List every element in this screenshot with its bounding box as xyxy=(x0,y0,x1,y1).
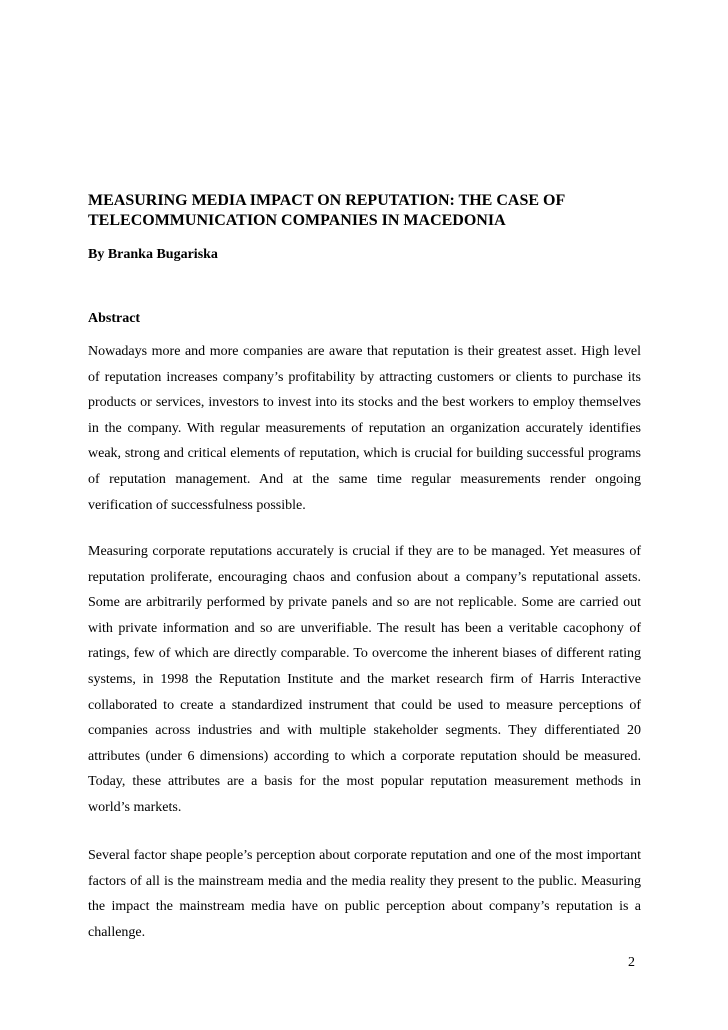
author-byline: By Branka Bugariska xyxy=(88,247,218,262)
abstract-paragraph-2: Measuring corporate reputations accurately is crucial if they are to be managed. Yet measures of reputation proliferate, encouraging chaos and confusion about a company’s reputational assets. Some are arbitrarily performed by private panels and so are not replicable. Some are carried out with private information and so are unverifiable. The result has been a veritable cacophony of ratings, few of which are directly comparable. To overcome the inherent biases of different rating systems, in 1998 the Reputation Institute and the market research firm of Harris Interactive collaborated to create a standardized instrument that could be used to measure perceptions of companies across industries and with multiple stakeholder segments. They differentiated 20 attributes (under 6 dimensions) according to which a corporate reputation should be measured. Today, these attributes are a basis for the most popular reputation measurement methods in world’s markets. xyxy=(88,544,641,815)
abstract-heading: Abstract xyxy=(88,311,141,326)
document-title: MEASURING MEDIA IMPACT ON REPUTATION: THE CASE OF TELECOMMUNICATION COMPANIES IN MACEDONIA xyxy=(88,192,565,229)
page-number: 2 xyxy=(628,955,635,970)
abstract-paragraph-1: Nowadays more and more companies are aware that reputation is their greatest asset. High level of reputation increases company’s profitability by attracting customers or clients to purchase its products or services, investors to invest into its stocks and the best workers to employ themselves in the company. With regular measurements of reputation an organization accurately identifies weak, strong and critical elements of reputation, which is crucial for building successful programs of reputation management. And at the same time regular measurements render ongoing verification of successfulness possible. xyxy=(88,344,641,513)
abstract-paragraph-3: Several factor shape people’s perception about corporate reputation and one of the most important factors of all is the mainstream media and the media reality they present to the public. Measuring the impact the mainstream media have on public perception about company’s reputation is a challenge. xyxy=(88,848,641,940)
